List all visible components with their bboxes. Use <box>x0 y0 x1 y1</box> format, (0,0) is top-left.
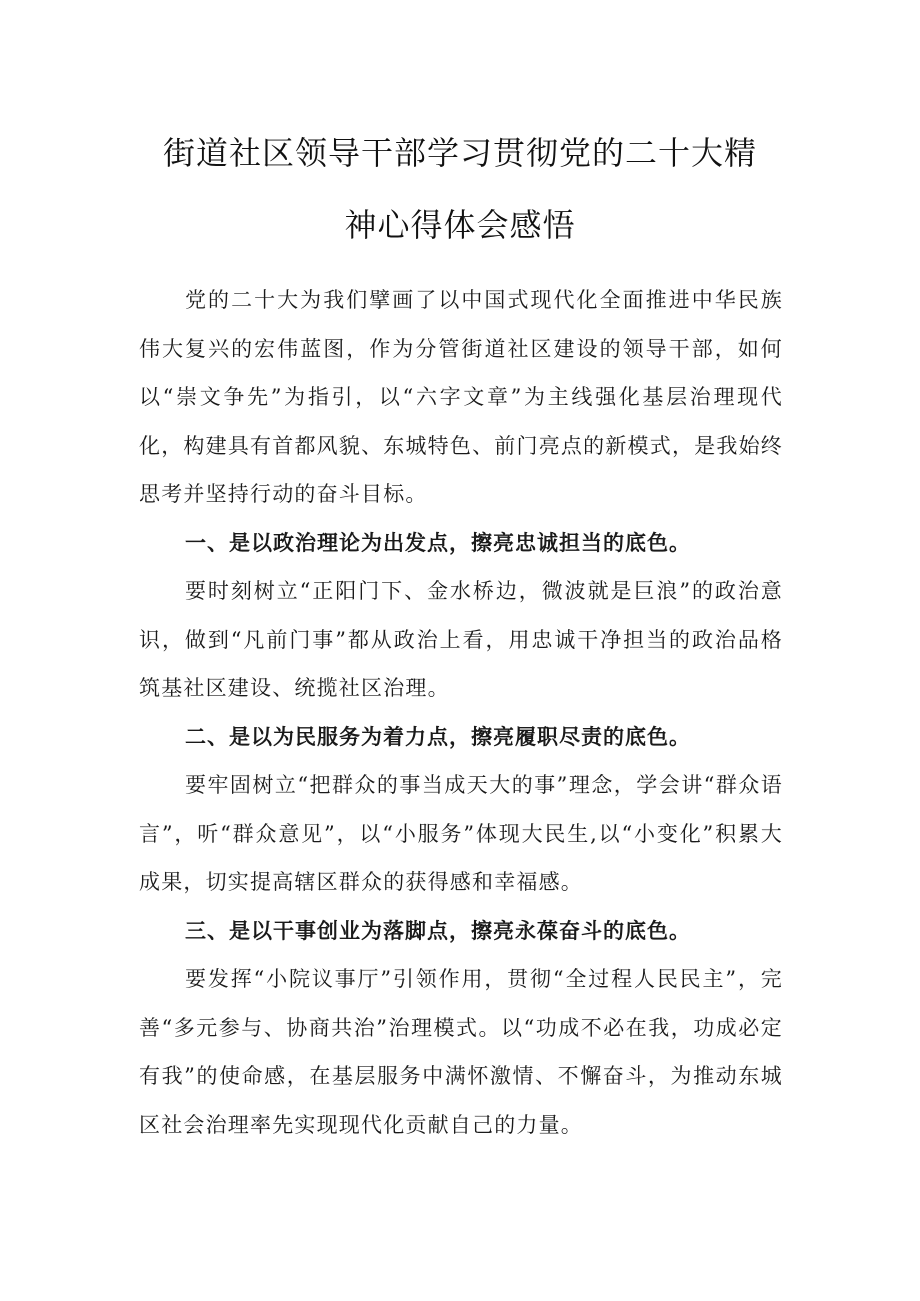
title-line-2: 神心得体会感悟 <box>344 206 576 244</box>
intro-paragraph: 党的二十大为我们擘画了以中国式现代化全面推进中华民族伟大复兴的宏伟蓝图，作为分管街道社区建设的领导干部，如何以“崇文争先”为指引，以“六字文章”为主线强化基层治理现代化，构建具有首都风貌、东城特色、前门亮点的新模式，是我始终思考并坚持行动的奋斗目标。 <box>139 288 783 506</box>
section-1-paragraph: 要时刻树立“正阳门下、金水桥边，微波就是巨浪”的政治意识，做到“凡前门事”都从政治上看，用忠诚干净担当的政治品格筑基社区建设、统揽社区治理。 <box>139 579 783 700</box>
section-1-heading: 一、是以政治理论为出发点，擦亮忠诚担当的底色。 <box>185 530 691 555</box>
section-3-heading: 三、是以干事创业为落脚点，擦亮永葆奋斗的底色。 <box>185 918 691 943</box>
title-line-1: 街道社区领导干部学习贯彻党的二十大精 <box>162 134 757 172</box>
section-2-heading: 二、是以为民服务为着力点，擦亮履职尽责的底色。 <box>185 724 691 749</box>
section-3-paragraph: 要发挥“小院议事厅”引领作用，贯彻“全过程人民民主”，完善“多元参与、协商共治”治理模式。以“功成不必在我，功成必定有我”的使命感，在基层服务中满怀激情、不懈奋斗，为推动东城区社会治理率先实现现代化贡献自己的力量。 <box>139 967 783 1137</box>
document-body <box>139 276 783 1149</box>
section-2-paragraph: 要牢固树立“把群众的事当成天大的事”理念，学会讲“群众语言”，听“群众意见”，以“小服务”体现大民生,以“小变化”积累大成果，切实提高辖区群众的获得感和幸福感。 <box>139 773 783 894</box>
